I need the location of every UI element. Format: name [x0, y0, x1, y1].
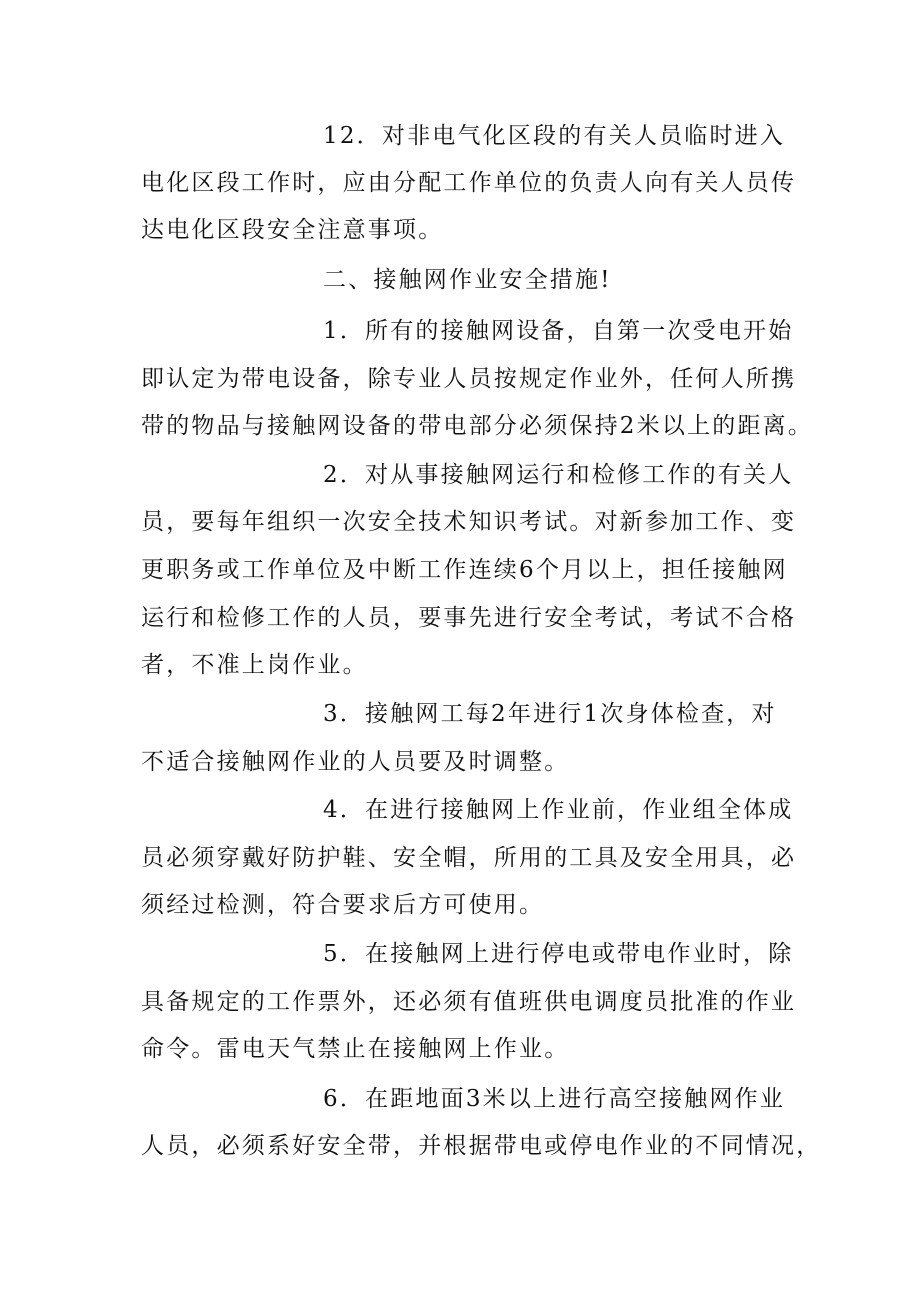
item-1-line-3: 带的物品与接触网设备的带电部分必须保持2米以上的距离。 [141, 413, 814, 439]
item-1-line-1: 1．所有的接触网设备，自第一次受电开始 [323, 318, 794, 344]
item-4-line-1: 4．在进行接触网上作业前，作业组全体成 [323, 797, 794, 823]
item-4-line-3: 须经过检测，符合要求后方可使用。 [141, 892, 545, 918]
item-6-line-2: 人员，必须系好安全带，并根据带电或停电作业的不同情况， [141, 1133, 822, 1159]
item-6-line-1: 6．在距地面3米以上进行高空接触网作业 [323, 1086, 786, 1112]
item-12-line-2: 电化区段工作时，应由分配工作单位的负责人向有关人员传 [141, 170, 797, 196]
section-heading-2: 二、接触网作业安全措施! [323, 267, 612, 293]
item-5-line-1: 5．在接触网上进行停电或带电作业时，除 [323, 941, 794, 967]
item-12-line-1: 12．对非电气化区段的有关人员临时进入 [323, 123, 786, 149]
item-4-line-2: 员必须穿戴好防护鞋、安全帽，所用的工具及安全用具，必 [141, 845, 797, 871]
item-2-line-5: 者，不准上岗作业。 [141, 652, 368, 678]
item-2-line-1: 2．对从事接触网运行和检修工作的有关人 [323, 462, 794, 488]
item-5-line-2: 具备规定的工作票外，还必须有值班供电调度员批准的作业 [141, 989, 797, 1015]
item-2-line-3: 更职务或工作单位及中断工作连续6个月以上，担任接触网 [141, 557, 788, 583]
item-3-line-2: 不适合接触网作业的人员要及时调整。 [141, 749, 570, 775]
item-5-line-3: 命令。雷电天气禁止在接触网上作业。 [141, 1036, 570, 1062]
item-2-line-4: 运行和检修工作的人员，要事先进行安全考试，考试不合格 [141, 605, 797, 631]
item-1-line-2: 即认定为带电设备，除专业人员按规定作业外，任何人所携 [141, 366, 797, 392]
item-3-line-1: 3．接触网工每2年进行1次身体检查，对 [323, 701, 777, 727]
item-12-line-3: 达电化区段安全注意事项。 [141, 217, 444, 243]
item-2-line-2: 员，要每年组织一次安全技术知识考试。对新参加工作、变 [141, 509, 797, 535]
